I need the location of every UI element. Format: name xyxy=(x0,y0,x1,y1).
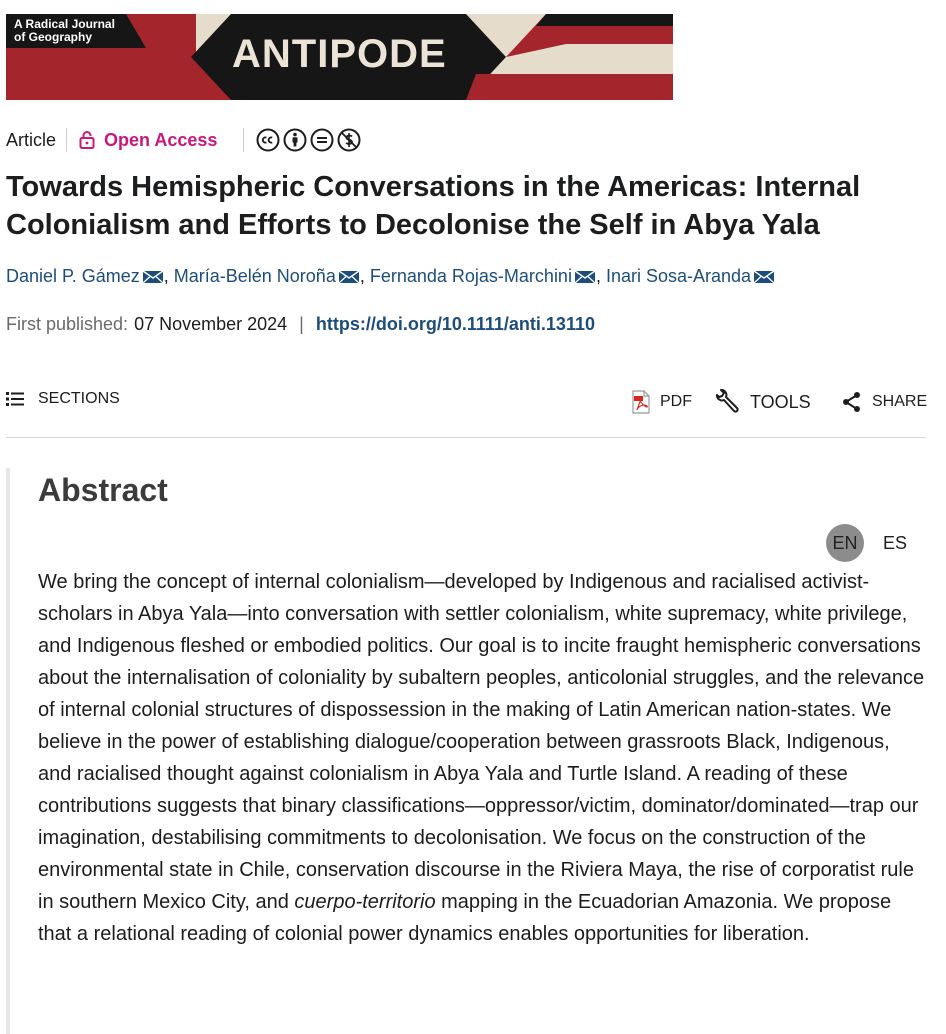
journal-banner[interactable] xyxy=(6,14,673,100)
envelope-icon[interactable] xyxy=(142,270,164,284)
toolbar-divider xyxy=(6,437,926,438)
license-icons[interactable] xyxy=(244,128,361,152)
by-icon xyxy=(283,128,307,152)
article-type: Article xyxy=(6,129,57,150)
open-access-text: Open Access xyxy=(104,129,218,150)
author-link[interactable] xyxy=(174,266,360,287)
abstract-text-part-1: We bring the concept of internal colonialism—developed by Indigenous and racialised activist-scholars in Abya Yala—into conversation with settler colonialism, white supremacy, white privilege, and Indigenous fleshed or embodied politics. Our goal is to incite fraught hemispheric conversations about the internalisation of coloniality by subaltern peoples, anticolonial struggles, and the relevance of internal colonial structures of dispossession in the making of Latin American nation-states. We believe in the power of establishing dialogue/cooperation between grassroots Black, Indigenous, and racialised thought against colonialism in Abya Yala and Turtle Island. A reading of these contributions suggests that binary classifications—oppressor/victim, dominator/dominated—trap our imagination, destabilising commitments to decolonisation. We focus on the construction of the environmental state in Chile, conservation discourse in the Riviera Maya, the rise of corporatist rule in southern Mexico City, and xyxy=(38,571,925,913)
author-name[interactable]: María-Belén Noroña xyxy=(173,266,336,286)
open-access-label xyxy=(67,130,243,151)
doi-link[interactable]: https://doi.org/10.1111/anti.13110 xyxy=(315,314,595,334)
language-es-button[interactable]: ES xyxy=(882,532,907,553)
tagline-line-2: of Geography xyxy=(14,30,93,44)
share-label: SHARE xyxy=(872,393,928,410)
abstract-heading: Abstract xyxy=(38,472,168,508)
published-label: First published: xyxy=(6,314,129,334)
cc-icon xyxy=(256,128,280,152)
author-link[interactable] xyxy=(6,266,164,287)
article-title: Towards Hemispheric Conversations in the Americas: Internal Colonialism and Efforts to Decolonise the Self in Abya Yala xyxy=(6,171,861,241)
language-en-button[interactable]: EN xyxy=(826,524,864,562)
abstract-text-italic: cuerpo-territorio xyxy=(294,891,436,913)
tools-button[interactable] xyxy=(714,386,811,418)
published-date: 07 November 2024 xyxy=(134,314,288,334)
author-separator: , xyxy=(595,266,601,286)
author-name[interactable]: Daniel P. Gámez xyxy=(6,266,140,286)
author-link[interactable] xyxy=(370,266,596,287)
nd-icon xyxy=(310,128,334,152)
nc-icon xyxy=(337,128,361,152)
wrench-icon xyxy=(714,389,740,415)
published-separator: | xyxy=(299,314,304,334)
pdf-button[interactable] xyxy=(632,386,692,418)
abstract-text-part-2: mapping in the Ecuadorian Amazonia. We propose that a relational reading of colonial power dynamics enables opportunities for liberation. xyxy=(38,891,892,945)
author-name[interactable]: Fernanda Rojas-Marchini xyxy=(369,266,572,286)
journal-name: ANTIPODE xyxy=(232,32,447,76)
tools-label: TOOLS xyxy=(750,391,811,412)
author-link[interactable] xyxy=(606,266,775,287)
author-name[interactable]: Inari Sosa-Aranda xyxy=(605,266,752,286)
share-button[interactable] xyxy=(842,386,927,418)
author-separator: , xyxy=(359,266,365,286)
tagline-line-1: A Radical Journal xyxy=(14,17,115,31)
author-list xyxy=(6,266,775,287)
abstract-body xyxy=(38,566,928,950)
article-toolbar xyxy=(6,386,926,418)
lock-open-icon xyxy=(79,131,95,149)
sections-button[interactable] xyxy=(6,390,120,408)
sections-label: SECTIONS xyxy=(38,390,120,407)
envelope-icon[interactable] xyxy=(574,270,596,284)
pdf-label: PDF xyxy=(660,393,692,410)
article-meta-row xyxy=(6,126,361,154)
banner-tagline xyxy=(14,18,115,44)
author-separator: , xyxy=(163,266,169,286)
envelope-icon[interactable] xyxy=(753,270,775,284)
publication-info xyxy=(6,314,595,335)
envelope-icon[interactable] xyxy=(338,270,360,284)
list-icon xyxy=(6,391,24,407)
abstract-accent-bar xyxy=(6,468,10,1034)
share-icon xyxy=(842,391,862,413)
pdf-icon xyxy=(632,390,650,414)
